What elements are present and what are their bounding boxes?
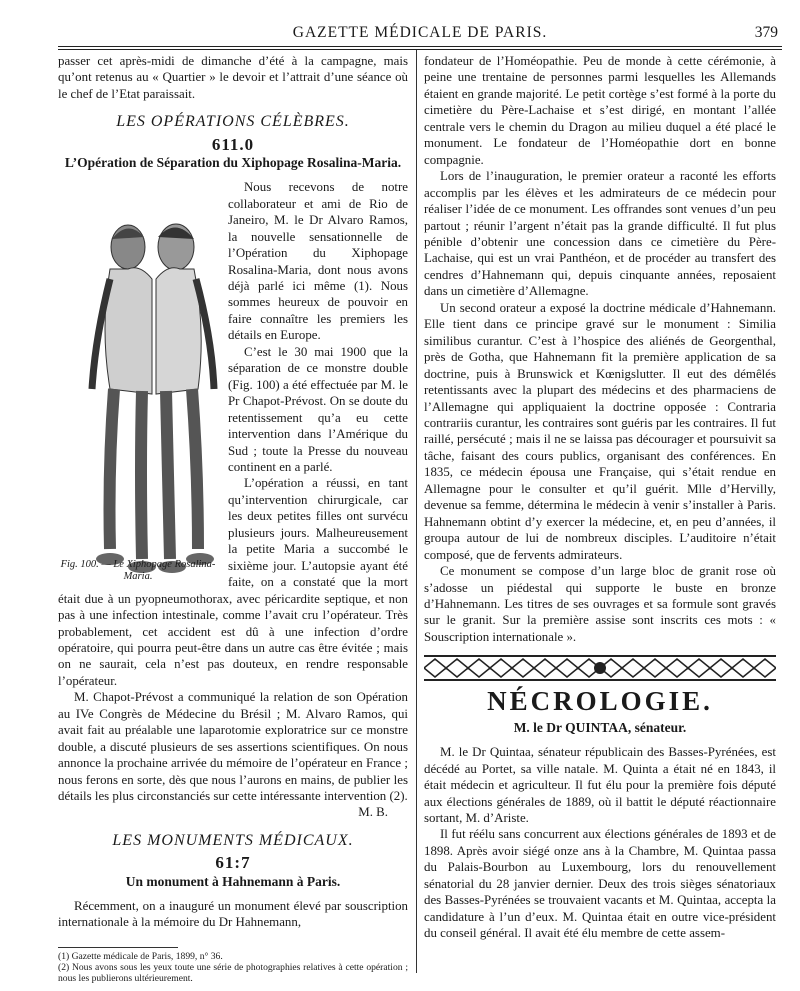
journal-title: GAZETTE MÉDICALE DE PARIS. (292, 24, 548, 41)
section-heading-monuments: LES MONUMENTS MÉDICAUX. (112, 831, 354, 849)
paragraph: Nous recevons de notre collaborateur et ami de Rio de Janeiro, M. le Dr Alvaro Ramos, la nouvelle sensationnelle de l’Opération du Xiphopage Rosalina-Maria, dont nous avons déjà parlé ici même (1). Nous sommes heureux de pouvoir en faire connaître les premiers les détails en Europe. (228, 180, 408, 343)
column-divider (416, 50, 417, 973)
running-header (58, 22, 782, 46)
footnote-rule (58, 947, 178, 948)
paragraph: M. le Dr Quintaa, sénateur républicain des Basses-Pyrénées, est décédé au Portet, sa ville natale. M. Quinta a était né en 1843, il était médecin et agriculteur. Il fut élu pour la première fois député aux élections générales de 1889, où il battit le député réactionnaire sortant, M. d’Ariste. (424, 745, 776, 826)
ornamental-band (424, 655, 776, 681)
continued-paragraph: passer cet après-midi de dimanche d’été à la campagne, mais qu’ont retenus au « Quartier » le devoir et l’attrait d’une séance où le chef de l’Etat paraissait. (58, 54, 408, 101)
classification-number: 61:7 (215, 853, 251, 873)
paragraph: fondateur de l’Homéopathie. Peu de monde à cette cérémonie, à peine une trentaine de personnes parmi lesquelles les Allemands étaient en grande majorité. Le petit cortège s’est formé à la porte du cimetière du Père-Lachaise et s’est dirigé, en montant l’allée centrale vers le chemin du Dragon au milieu duquel a été placé le monument. Le fondateur de l’Homéopathie dort en bonne compagnie. (424, 54, 776, 167)
paragraph: Il fut réélu sans concurrent aux élections générales de 1893 et de 1898. Après avoir siégé onze ans à la Chambre, M. Quintaa passa du Palais-Bourbon au Luxembourg, lors du renouvellement sénatorial du 28 janvier dernier. Deux des trois sièges sénatoriaux des Basses-Pyrénées se trouvaient vacants et M. Quintaa, accepta la candidature à l’un d’eux. M. Quintaa était en outre vice-président du conseil général. Il avait été élu membre de cette assem- (424, 827, 776, 941)
right-column (424, 53, 776, 942)
paragraph: Lors de l’inauguration, le premier orateur a raconté les efforts accomplis par les élèves et les admirateurs de ce médecin pour réaliser l’idée de ce monument. Les offrandes sont venues d’un peu partout ; réunir l’argent n’était pas la grande difficulté. Il fut plus pénible d’obtenir une concession dans ce cimetière du Père-Lachaise, qui est un vrai Panthéon, et de procéder au transfert des cendres d’Hahnemann qui, depuis cinquante années, reposaient dans un cimetière d’Allemagne. (424, 169, 776, 299)
paragraph: Un second orateur a exposé la doctrine médicale d’Hahnemann. Elle tient dans ce principe gravé sur le monument : Similia similibus curantur. C’est à l’hospice des aliénés de Georgenthal, près de Gotha, que Hahnemann fit la première application de sa doctrine, puis à Brunswick et Kœnigslutter. Il eut des démêlés retentissants avec la plupart des médecins et des pharmaciens de l’Allemagne qui appliquaient la doctrine opposée : Contraria contrariis curantur, les contraires sont guéris par les contraires. Il fut raillé, persécuté ; mais il ne se laissa pas décourager et poursuivit sa tâche, faisant des cours publics, organisant des conférences. En 1835, ce médecin épousa une Française, qui s’était rendue en Allemagne pour le consulter et qu’il guérit. Mlle d’Hervilly, devenue sa femme, détermina le médecin à venir s’installer à Paris. Hahnemann obtint d’y exercer la médecine, et, en peu d’années, il groupa autour de lui de nombreux disciples. L’auditoire n’était composé, que de fervents admirateurs. (424, 300, 776, 562)
footnote: (1) Gazette médicale de Paris, 1899, n° 36. (58, 950, 223, 962)
paragraph: Récemment, on a inauguré un monument élevé par souscription internationale à la mémoire du Dr Hahnemann, (58, 898, 408, 930)
page-number: 379 (754, 24, 778, 41)
section-heading-operations: LES OPÉRATIONS CÉLÈBRES. (116, 113, 350, 131)
article-title: Un monument à Hahnemann à Paris. (125, 873, 341, 889)
necrology-heading: NÉCROLOGIE. (487, 686, 713, 717)
classification-number: 611.0 (211, 134, 255, 154)
header-rule-2 (58, 49, 782, 50)
conjoined-twins-illustration (80, 219, 230, 589)
left-column (58, 53, 408, 984)
paragraph: Ce monument se compose d’un large bloc de granit rose où s’adosse un piédestal qui supporte le buste en bronze d’Hahnemann. Les titres de ses ouvrages et sa formule sont gravés sur le granit. Sur la première assise sont inscrits ces mots : « Souscription internationale ». (424, 564, 776, 644)
header-rule (58, 46, 782, 47)
article-title: L’Opération de Séparation du Xiphopage Rosalina-Maria. (64, 155, 402, 171)
signature: M. B. (358, 805, 388, 820)
figure-caption: Fig. 100. — Le Xiphopage Rosalina-Maria. (60, 559, 216, 583)
obituary-title: M. le Dr QUINTAA, sénateur. (513, 719, 687, 735)
ornament-pattern (424, 657, 776, 679)
footnote: (2) Nous avons sous les yeux toute une série de photographies relatives à cette opération ; nous les publierons ultérieurement. (58, 961, 408, 984)
figure-100 (58, 179, 218, 583)
paragraph: M. Chapot-Prévost a communiqué la relation de son Opération au IVe Congrès de Médecine du Brésil ; M. Alvaro Ramos, qui avait fait au préalable une laparotomie exploratrice sur ce monstre double, a discuté plusieurs de ses assertions scientifiques. On nous annonce la prochaine arrivée du mémoire de l’opérateur en France ; nous ferons en sorte, dès que nous l’aurons en mains, de publier les détails les plus circonstanciés sur cette intéressante intervention (2). (58, 690, 408, 804)
paragraph: L’opération a réussi, en tant qu’intervention chirurgicale, car les deux petites filles ont survécu plusieurs jours. Malheureusement la petite Maria a succombé le sixième jour. L’autopsie ayant été faite, on a constaté que la mort était due à un pyopneumothorax, avec péricardite septique, et non pas à une infection intestinale, comme l’avait cru l’opérateur. Très probablement, cet accident est dû à une infection d’ordre opératoire, qui pourra peut-être dans un autre cas être évitée ; mais on ne saurait, cela n’est pas douteux, en rendre responsable l’opérateur. (58, 476, 408, 688)
paragraph: C’est le 30 mai 1900 que la séparation de ce monstre double (Fig. 100) a été effectuée par M. le Pr Chapot-Prévost. On se doute du retentissement qu’a eu cette intervention dans l’Amérique du Sud ; toute la Presse du nouveau continent en a parlé. (228, 344, 408, 474)
